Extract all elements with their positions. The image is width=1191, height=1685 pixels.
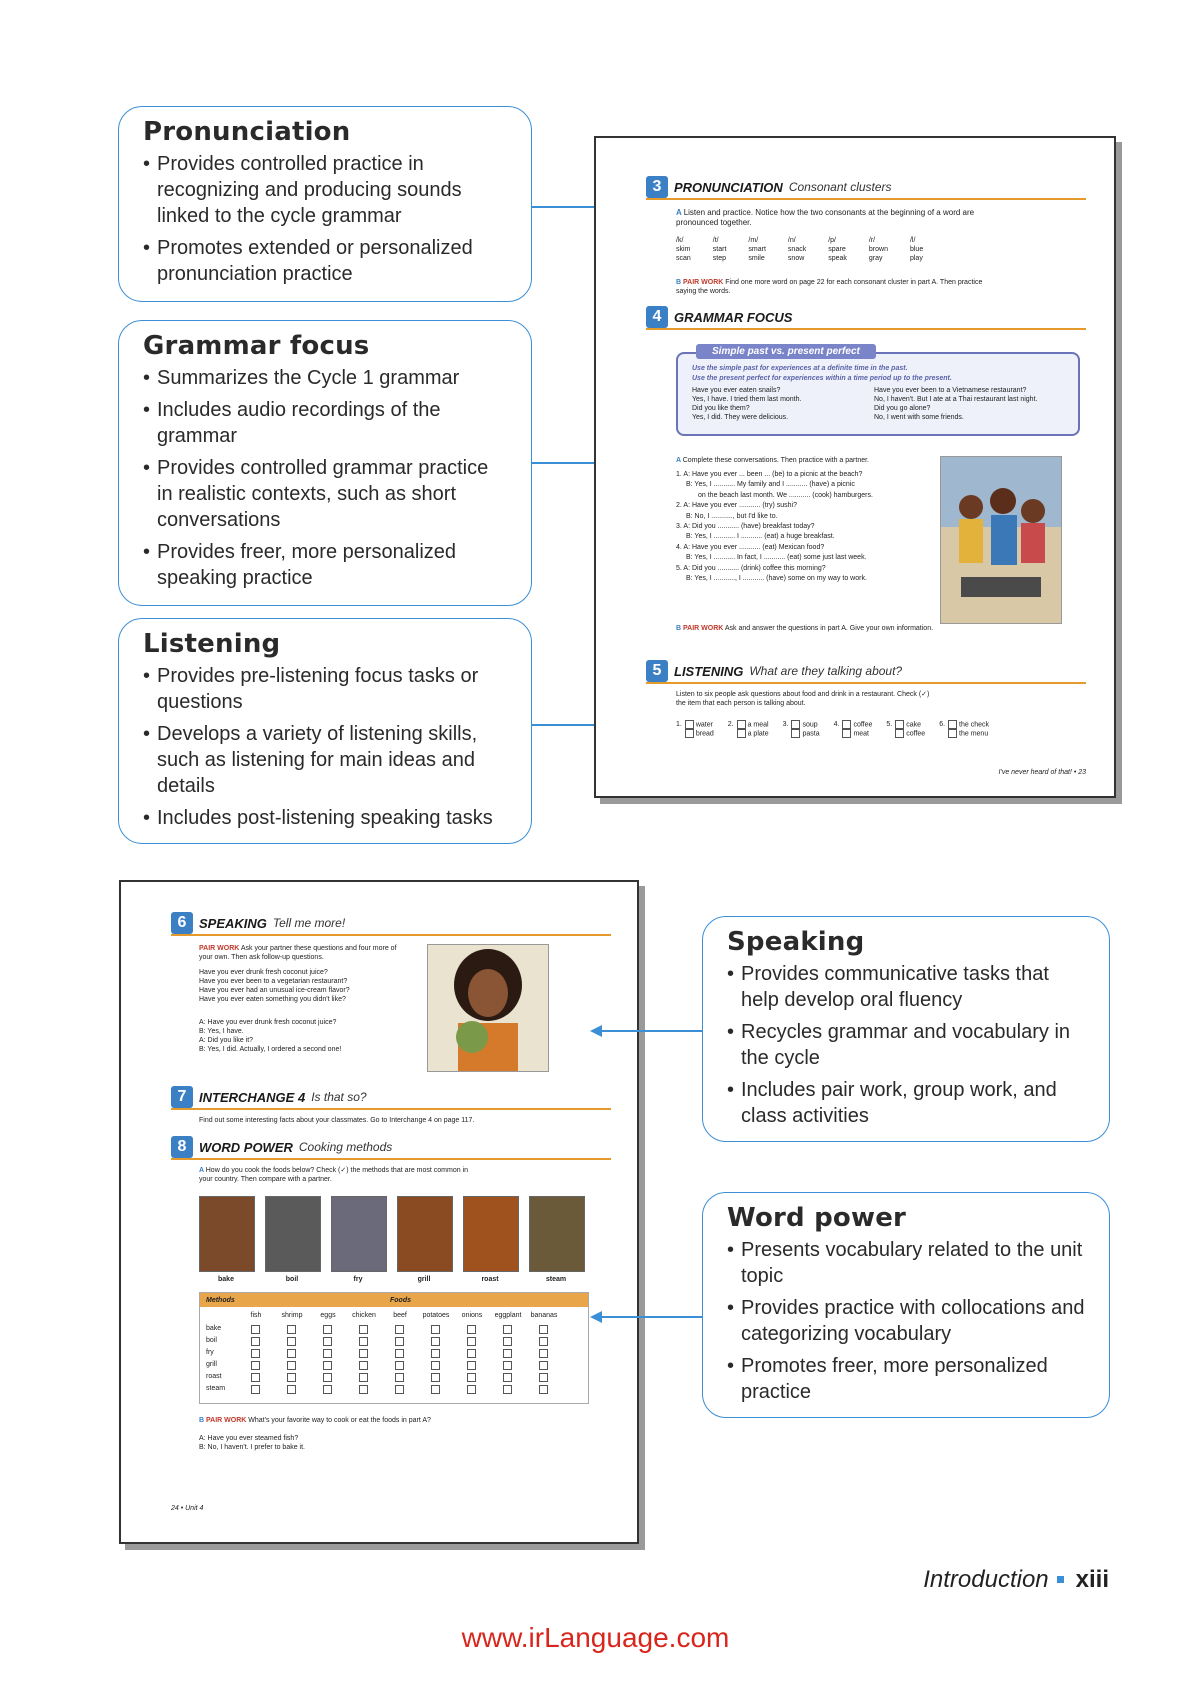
table-cell bbox=[526, 1381, 562, 1399]
table-cell bbox=[418, 1381, 454, 1399]
page-footer bbox=[923, 1566, 1109, 1594]
section-header bbox=[646, 176, 892, 198]
checkbox[interactable] bbox=[685, 729, 694, 738]
checkbox[interactable] bbox=[842, 729, 851, 738]
exercise-instruction: A Complete these conversations. Then practice with a partner. bbox=[676, 457, 869, 464]
section-rule bbox=[171, 934, 611, 936]
steam-photo bbox=[529, 1196, 585, 1272]
food-caption: boil bbox=[285, 1276, 299, 1283]
fry-photo bbox=[331, 1196, 387, 1272]
table-cell bbox=[274, 1381, 310, 1399]
word-power-callout bbox=[702, 1192, 1110, 1418]
table-cell bbox=[382, 1381, 418, 1399]
section-header bbox=[646, 660, 902, 682]
table-row bbox=[238, 1384, 562, 1396]
section-number: 6 bbox=[171, 912, 193, 934]
section-header bbox=[171, 1136, 392, 1158]
page-footer: 24 • Unit 4 bbox=[171, 1505, 204, 1512]
callout-bullet: • Recycles grammar and vocabulary in the cycle bbox=[727, 1019, 1085, 1071]
section-title: SPEAKING bbox=[199, 915, 267, 931]
checkbox[interactable] bbox=[359, 1385, 368, 1394]
sample-dialog: A: Have you ever steamed fish? B: No, I haven't. I prefer to bake it. bbox=[199, 1435, 306, 1451]
callout-bullet: • Provides practice with collocations and categorizing vocabulary bbox=[727, 1295, 1085, 1347]
table-cell bbox=[490, 1381, 526, 1399]
boil-photo bbox=[265, 1196, 321, 1272]
checkbox[interactable] bbox=[737, 720, 746, 729]
website-url[interactable]: www.irLanguage.com bbox=[461, 1622, 730, 1653]
section-rule bbox=[646, 198, 1086, 200]
section-rule bbox=[171, 1108, 611, 1110]
family-picnic-photo bbox=[940, 456, 1062, 624]
listening-items: 1. water bread 2. a meal a plate 3. soup pasta 4. coffee meat 5. cake coffee 6. the check the menu bbox=[676, 721, 989, 738]
pronunciation-callout bbox=[118, 106, 532, 302]
checkbox[interactable] bbox=[431, 1385, 440, 1394]
callout-bullet: • Provides communicative tasks that help develop oral fluency bbox=[727, 961, 1085, 1013]
textbook-page-23 bbox=[594, 136, 1116, 798]
textbook-page-24 bbox=[119, 880, 639, 1544]
speaking-callout bbox=[702, 916, 1110, 1142]
section-number: 3 bbox=[646, 176, 668, 198]
footer-section: Introduction bbox=[923, 1566, 1049, 1593]
callout-bullet: • Promotes extended or personalized pronunciation practice bbox=[143, 235, 507, 287]
sample-dialog: A: Have you ever drunk fresh coconut juice? B: Yes, I have. A: Did you like it? B: Yes, I did. Actually, I ordered a second one! bbox=[199, 1019, 342, 1053]
section-subtitle: Tell me more! bbox=[272, 916, 346, 930]
section-rule bbox=[646, 328, 1086, 330]
section-title: GRAMMAR FOCUS bbox=[674, 309, 793, 325]
food-caption: fry bbox=[353, 1276, 363, 1283]
section-subtitle: Is that so? bbox=[311, 1090, 367, 1104]
pair-work-text: B PAIR WORK What's your favorite way to cook or eat the foods in part A? bbox=[199, 1417, 431, 1424]
section-subtitle: Cooking methods bbox=[298, 1140, 393, 1154]
table-cell bbox=[238, 1381, 274, 1399]
page-footer: I've never heard of that! • 23 bbox=[998, 769, 1086, 776]
callout-title: Speaking bbox=[727, 927, 865, 957]
grammar-rule: Use the present perfect for experiences within a time period up to the present. bbox=[692, 375, 952, 382]
table-cell bbox=[454, 1381, 490, 1399]
consonant-table: /k/ skim scan /t/ start step /m/ smart smile /n/ snack snow /p/ spare speak /r/ brown gray /l/ blue play bbox=[676, 237, 924, 262]
checkbox[interactable] bbox=[685, 720, 694, 729]
instruction-text: A How do you cook the foods below? Check (✓) the methods that are most common in your country. Then compare with a partner. bbox=[199, 1167, 469, 1183]
callout-bullet: • Promotes freer, more personalized practice bbox=[727, 1353, 1085, 1405]
checkbox[interactable] bbox=[948, 720, 957, 729]
section-header bbox=[171, 1086, 367, 1108]
checkbox[interactable] bbox=[323, 1385, 332, 1394]
callout-bullet: • Develops a variety of listening skills, such as listening for main ideas and details bbox=[143, 721, 507, 799]
checkbox[interactable] bbox=[251, 1385, 260, 1394]
checkbox[interactable] bbox=[895, 720, 904, 729]
section-rule bbox=[171, 1158, 611, 1160]
arrow-icon bbox=[592, 1316, 702, 1318]
checkbox[interactable] bbox=[539, 1385, 548, 1394]
callout-bullet: • Summarizes the Cycle 1 grammar bbox=[143, 365, 507, 391]
section-header bbox=[171, 912, 345, 934]
section-title: WORD POWER bbox=[199, 1139, 293, 1155]
grammar-example-left: Have you ever eaten snails? Yes, I have. I tried them last month. Did you like them? Yes, I did. They were delicious. bbox=[692, 387, 802, 421]
table-header-foods: Foods bbox=[390, 1297, 411, 1304]
food-caption: roast bbox=[481, 1276, 499, 1283]
section-number: 5 bbox=[646, 660, 668, 682]
food-caption: steam bbox=[545, 1276, 567, 1283]
section-title: INTERCHANGE 4 bbox=[199, 1089, 306, 1105]
checkbox-grid bbox=[238, 1324, 562, 1396]
section-number: 8 bbox=[171, 1136, 193, 1158]
instruction-text: Find out some interesting facts about your classmates. Go to Interchange 4 on page 117. bbox=[199, 1117, 475, 1124]
roast-photo bbox=[463, 1196, 519, 1272]
arrow-icon bbox=[592, 1030, 702, 1032]
pair-work-text: PAIR WORK Ask your partner these questions and four more of your own. Then ask follow-up questions. bbox=[199, 945, 397, 961]
callout-bullet: • Includes post-listening speaking tasks bbox=[143, 805, 507, 831]
callout-bullet: • Includes audio recordings of the grammar bbox=[143, 397, 507, 449]
callout-title: Grammar focus bbox=[143, 331, 370, 361]
listening-callout bbox=[118, 618, 532, 844]
callout-bullet: • Presents vocabulary related to the unit topic bbox=[727, 1237, 1085, 1289]
grammar-example-right: Have you ever been to a Vietnamese restaurant? No, I haven't. But I ate at a Thai restaurant last night. Did you go alone? No, I went with some friends. bbox=[874, 387, 1038, 421]
checkbox[interactable] bbox=[467, 1385, 476, 1394]
checkbox[interactable] bbox=[895, 729, 904, 738]
instruction-text: Listen to six people ask questions about food and drink in a restaurant. Check (✓) the item that each person is talking about. bbox=[676, 691, 930, 707]
checkbox[interactable] bbox=[842, 720, 851, 729]
callout-title: Word power bbox=[727, 1203, 907, 1233]
exercise-lines: 1. A: Have you ever ... been ... (be) to a picnic at the beach? B: Yes, I ........... My family and I ........... (have) a picnic on the beach last month. We ........... (cook) hamburgers. 2. A: Have you ever ........... (try) sushi? B: No, I ..........., but I'd like to. 3. A: Did you ........... (have) breakfast today? B: Yes, I ........... I ........... (eat) a huge breakfast. 4. A: Have you ever ........... (eat) Mexican food? B: Yes, I ........... In fact, I ........... (eat) some just last week. 5. A: Did you ........... (drink) coffee this morning? B: Yes, I ..........., I ........... (have) some on my way to work. bbox=[676, 471, 873, 583]
section-title: PRONUNCIATION bbox=[674, 179, 783, 195]
food-caption: grill bbox=[417, 1276, 431, 1283]
cooking-methods-table bbox=[199, 1292, 589, 1404]
checkbox[interactable] bbox=[791, 729, 800, 738]
checkbox[interactable] bbox=[791, 720, 800, 729]
section-rule bbox=[646, 682, 1086, 684]
table-header-methods: Methods bbox=[206, 1297, 235, 1304]
callout-bullet: • Includes pair work, group work, and class activities bbox=[727, 1077, 1085, 1129]
grammar-box bbox=[676, 352, 1080, 436]
table-cell bbox=[310, 1381, 346, 1399]
callout-bullet: • Provides controlled grammar practice in realistic contexts, such as short conversations bbox=[143, 455, 507, 533]
callout-bullet: • Provides pre-listening focus tasks or questions bbox=[143, 663, 507, 715]
callout-title: Pronunciation bbox=[143, 117, 351, 147]
checkbox[interactable] bbox=[737, 729, 746, 738]
grammar-tab: Simple past vs. present perfect bbox=[696, 344, 876, 359]
footer-page-number: xiii bbox=[1075, 1566, 1109, 1593]
question-list: Have you ever drunk fresh coconut juice? Have you ever been to a vegetarian restaurant? Have you ever had an unusual ice-cream flavor? Have you ever eaten something you didn't like? bbox=[199, 969, 350, 1003]
food-headers: fish shrimp eggs chicken beef potatoes onions eggplant bananas bbox=[250, 1312, 558, 1319]
grill-photo bbox=[397, 1196, 453, 1272]
callout-title: Listening bbox=[143, 629, 281, 659]
pair-work-text: B PAIR WORK Ask and answer the questions in part A. Give your own information. bbox=[676, 625, 934, 632]
grammar-focus-callout bbox=[118, 320, 532, 606]
checkbox[interactable] bbox=[503, 1385, 512, 1394]
section-header bbox=[646, 306, 792, 328]
checkbox[interactable] bbox=[395, 1385, 404, 1394]
food-caption: bake bbox=[218, 1276, 234, 1283]
checkbox[interactable] bbox=[948, 729, 957, 738]
section-title: LISTENING bbox=[674, 663, 744, 679]
instruction-text: A Listen and practice. Notice how the two consonants at the beginning of a word are pronounced together. bbox=[676, 208, 975, 227]
table-cell bbox=[346, 1381, 382, 1399]
section-number: 7 bbox=[171, 1086, 193, 1108]
square-icon bbox=[1057, 1576, 1064, 1583]
grammar-rule: Use the simple past for experiences at a definite time in the past. bbox=[692, 365, 908, 372]
bake-photo bbox=[199, 1196, 255, 1272]
section-subtitle: Consonant clusters bbox=[788, 180, 892, 194]
method-labels: bake boil fry grill roast steam bbox=[206, 1325, 226, 1392]
pair-work-text: B PAIR WORK Find one more word on page 22 for each consonant cluster in part A. Then practice saying the words. bbox=[676, 279, 983, 295]
woman-coconut-photo bbox=[427, 944, 549, 1072]
checkbox[interactable] bbox=[287, 1385, 296, 1394]
section-subtitle: What are they talking about? bbox=[749, 664, 903, 678]
callout-bullet: • Provides controlled practice in recognizing and producing sounds linked to the cycle grammar bbox=[143, 151, 507, 229]
section-number: 4 bbox=[646, 306, 668, 328]
callout-bullet: • Provides freer, more personalized speaking practice bbox=[143, 539, 507, 591]
